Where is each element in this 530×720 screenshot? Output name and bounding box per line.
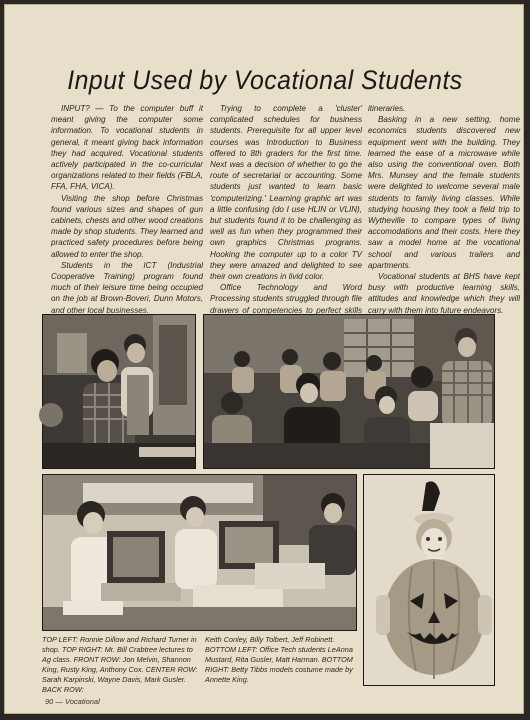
paragraph: Basking in a new setting, home economics students discovered new equipment went with the building. They learned the ease of a microwave while also using the conventional oven. Both Mrs. Munsey and the female students were delighted to welcome several male students to family living classes. While studying housing they took a field trip to Wytheville to compare types of living accomodations and their costs. Here they saw a model home at the vocational school and various trailers and apartments. [368,115,520,270]
photo-pumpkin-costume [363,474,495,686]
paragraph: Trying to complete a 'cluster' complicated schedules for business students. Prerequisite for all upper level courses was Introduction to Business offered to 8th graders for the first time. Next was a decision of whether to go the route of secretarial or accounting. Some students just wanted to learn basic 'computerizing.' Learning graphic art was a little confusing (do I use HLIN or VLIN), but students found it to be challenging as well as fun when they programmed their own graphics Christmas programs. Hooking the computer up to a color TV they were amazed and delighted to see their own creations in livid color. [210,104,362,282]
photo-ag-class-image [204,315,494,468]
photo-office-tech [42,474,357,631]
photo-shop-students-image [43,315,195,468]
photo-shop-students [42,314,196,469]
page-folio: 90 — Vocational [45,697,100,706]
yearbook-page [4,4,524,714]
paragraph: Visiting the shop before Christmas found various sizes and shapes of gun cabinets, chests and other wood creations made by shop students. They learned and practiced safety procedures before being allowed to enter the shop. [51,193,203,259]
paragraph: Students in the ICT (Industrial Cooperative Training) program found much of their leisure time being occupied on the job at Brown-Boveri, Dunn Motors, and other local businesses. [51,260,203,315]
page-title: Input Used by Vocational Students [67,65,463,95]
photo-office-tech-image [43,475,356,630]
caption-part-1: TOP LEFT: Ronnie Dillow and Richard Turner in shop. TOP RIGHT: Mr. Bill Crabtree lectures to Ag class. FRONT ROW: Jon Melvin, Shannon King, Rusty King, Anthony Cox. CENTER ROW: Sarah Karpinski, Wayne Davis, Mark Gusler. BACK ROW: [42,635,198,694]
photo-ag-class [203,314,495,469]
paragraph: Vocational students at BHS have kept busy with productive learning skills, attitudes and knowledge which they will carry with them into future endeavors. [368,272,520,315]
paragraph: itineraries. [368,104,406,113]
text-column-3 [368,103,520,323]
caption-part-2: Keith Conley, Billy Tolbert, Jeff Robinett. BOTTOM LEFT: Office Tech students LeAnna Mustard, Rita Gusler, Matt Harman. BOTTOM RIGHT: Betty Tibbs models costume made by Annette King. [205,635,353,684]
photo-pumpkin-costume-image [364,475,494,685]
text-column-1 [51,103,203,323]
paragraph: Office Technology and Word Processing students struggled through file drawers of competencies to perfect skills [210,283,362,315]
text-column-2 [210,103,362,323]
paragraph: INPUT? — To the computer buff it meant giving the computer some information. To vocational students in general, it meant giving back information they had acquired. Vocational students actively participated in the co-curricular organizations related to their fields (FBLA, FFA, FHA, VICA). [51,104,203,192]
